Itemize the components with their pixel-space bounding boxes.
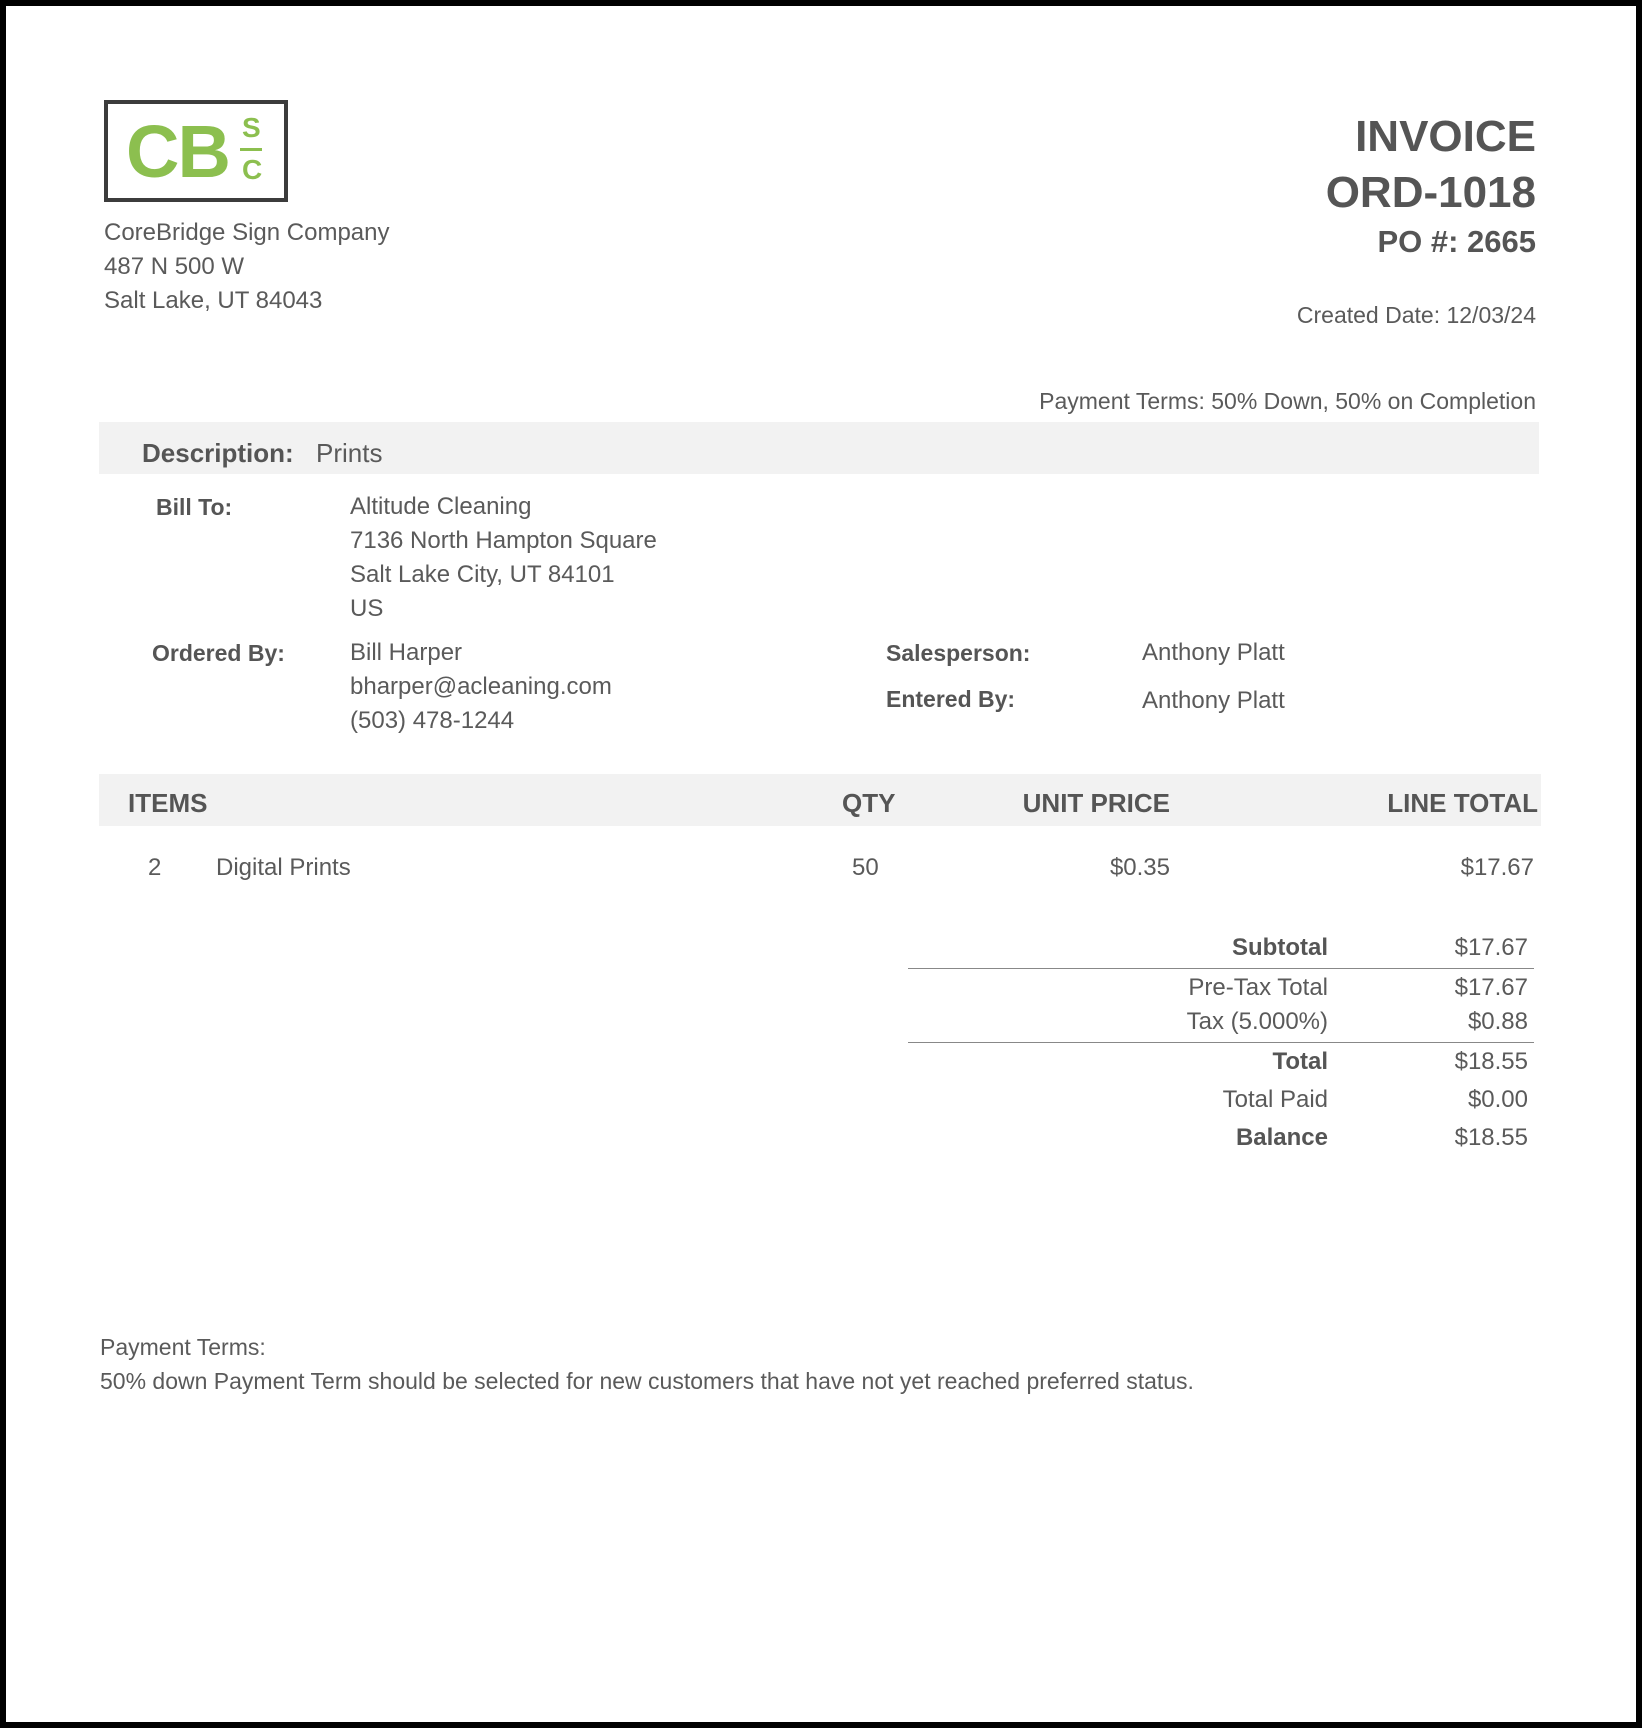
total-label: Total [1272,1048,1328,1075]
totals-divider [908,968,1534,969]
salesperson-label: Salesperson: [886,640,1031,666]
ordered-by-label: Ordered By: [152,640,285,666]
item-number: 2 [148,854,162,881]
notes-text: 50% down Payment Term should be selected for new customers that have not yet reached preferred status. [100,1368,1194,1394]
items-header-bar [99,774,1541,826]
qty-column-header: QTY [842,788,896,818]
company-address-line1: 487 N 500 W [104,253,245,280]
company-address [104,216,389,318]
total-value: $18.55 [1454,1048,1528,1075]
ordered-by-info [350,636,612,738]
balance-label: Balance [1235,1124,1328,1151]
notes-heading: Payment Terms: [100,1334,266,1360]
pretax-label: Pre-Tax Total [1188,974,1328,1001]
pretax-value: $17.67 [1454,974,1528,1001]
po-number: PO #: 2665 [1377,224,1536,259]
total-paid-value: $0.00 [1467,1086,1528,1113]
item-qty: 50 [852,854,879,881]
entered-by-label: Entered By: [886,686,1016,712]
company-name: CoreBridge Sign Company [104,219,390,246]
bill-to-line: Salt Lake City, UT 84101 [350,561,615,588]
logo-s-text: S [242,112,261,143]
tax-value: $0.88 [1467,1008,1528,1035]
invoice-page [6,6,1636,1722]
subtotal-value: $17.67 [1454,934,1528,961]
salesperson-value: Anthony Platt [1142,639,1285,666]
totals-divider [908,1042,1534,1043]
balance-value: $18.55 [1454,1124,1528,1151]
created-date: Created Date: 12/03/24 [1296,302,1536,328]
invoice-number: ORD-1018 [1325,168,1536,217]
description-label: Description: [142,438,294,468]
bill-to-label: Bill To: [156,494,233,520]
logo-divider [240,148,262,151]
bill-to-line: US [350,595,384,622]
payment-terms-summary: Payment Terms: 50% Down, 50% on Completion [1039,388,1536,414]
items-column-header: ITEMS [128,788,208,818]
ordered-by-phone: (503) 478-1244 [350,707,515,734]
bill-to-address [350,490,657,626]
subtotal-label: Subtotal [1232,934,1328,961]
tax-label: Tax (5.000%) [1186,1008,1328,1035]
ordered-by-email: bharper@acleaning.com [350,673,612,700]
logo-cb-text: CB [126,110,229,193]
description-value: Prints [316,438,383,468]
bill-to-line: 7136 North Hampton Square [350,527,657,554]
company-logo [104,100,288,202]
entered-by-value: Anthony Platt [1142,687,1285,714]
invoice-title: INVOICE [1355,112,1536,161]
description-bar [99,422,1539,474]
logo-c-text: C [242,154,263,185]
unit-price-column-header: UNIT PRICE [1022,788,1170,818]
item-line-total: $17.67 [1460,854,1534,881]
ordered-by-name: Bill Harper [350,639,463,666]
item-unit-price: $0.35 [1109,854,1170,881]
bill-to-line: Altitude Cleaning [350,493,532,520]
company-address-line2: Salt Lake, UT 84043 [104,287,323,314]
line-total-column-header: LINE TOTAL [1387,788,1538,818]
total-paid-label: Total Paid [1222,1086,1328,1113]
item-name: Digital Prints [216,854,351,881]
